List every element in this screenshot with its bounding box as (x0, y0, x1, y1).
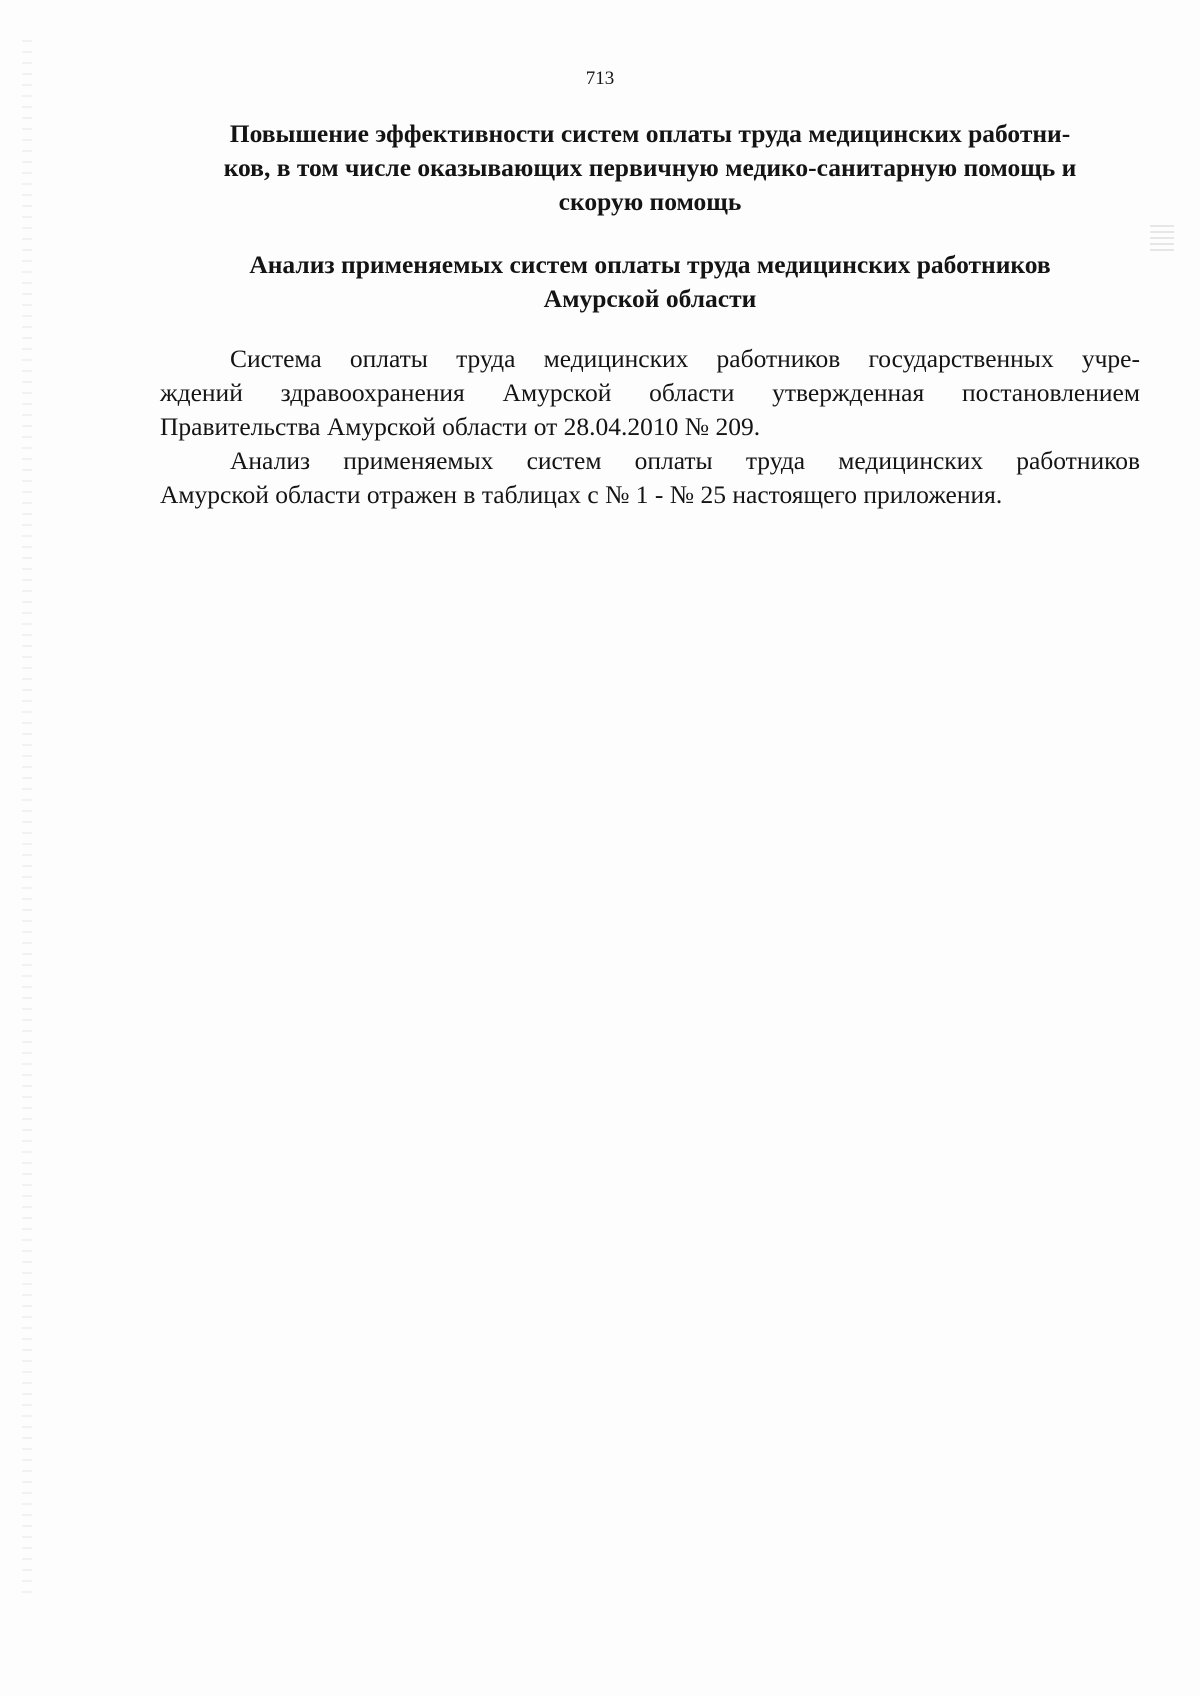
paragraph-pay-system (160, 342, 1140, 444)
paragraph-line: Анализ применяемых систем оплаты труда медицинских работников (230, 446, 1140, 475)
paragraph-analysis-reference (160, 444, 1140, 512)
body-text (160, 342, 1140, 512)
section-title (160, 117, 1140, 219)
paragraph-line: Система оплаты труда медицинских работников государственных учре- (230, 344, 1140, 373)
section-title-line: Повышение эффективности систем оплаты труда медицинских работни- (229, 119, 1071, 148)
section-title-line: ков, в том числе оказывающих первичную медико-санитарную помощь и (223, 153, 1077, 182)
page-number: 713 (585, 68, 615, 89)
subsection-title-line: Анализ применяемых систем оплаты труда медицинских работников (249, 250, 1051, 279)
paragraph-line: Правительства Амурской области от 28.04.2010 № 209. (160, 412, 761, 441)
scan-margin-noise (22, 40, 32, 1600)
scan-edge-mark (1150, 225, 1174, 255)
subsection-title (160, 248, 1140, 316)
section-title-line: скорую помощь (558, 187, 742, 216)
paragraph-line: Амурской области отражен в таблицах с № 1 - № 25 настоящего приложения. (160, 480, 1003, 509)
subsection-title-line: Амурской области (543, 284, 757, 313)
paragraph-line: ждений здравоохранения Амурской области утвержденная постановлением (160, 378, 1140, 407)
